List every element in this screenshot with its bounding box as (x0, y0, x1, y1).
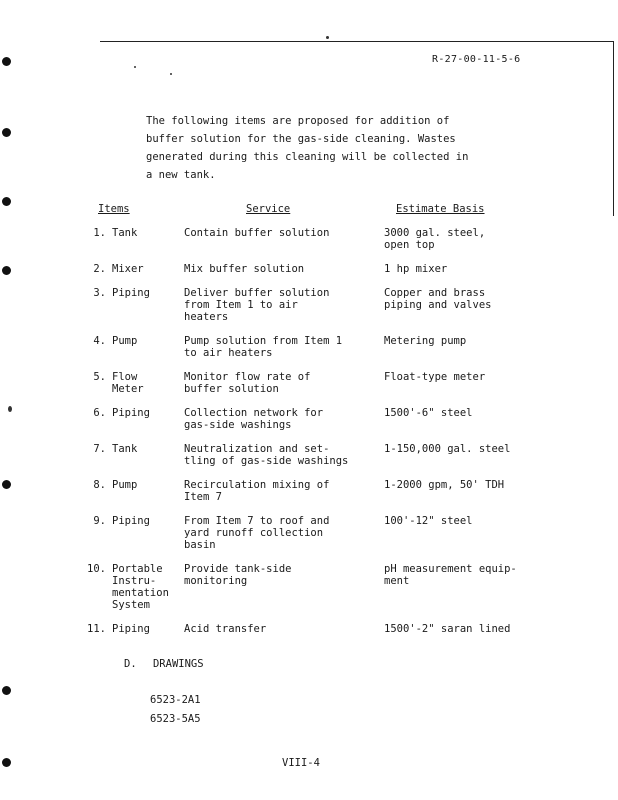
item-estimate-basis: pH measurement equip- ment (384, 563, 517, 587)
scan-border-right (613, 41, 614, 216)
item-service: Recirculation mixing of Item 7 (184, 479, 330, 503)
item-service: Mix buffer solution (184, 263, 305, 275)
item-service: Pump solution from Item 1 to air heaters (184, 335, 343, 359)
intro-paragraph (146, 112, 536, 184)
intro-line: a new tank. (146, 169, 216, 181)
item-number: 5. (93, 371, 106, 383)
item-name: Piping (112, 407, 150, 419)
drawing-number: 6523-5A5 (150, 713, 201, 725)
scan-speck (170, 73, 172, 75)
item-number: 11. (87, 623, 106, 635)
punch-hole (2, 57, 11, 66)
punch-hole (2, 480, 11, 489)
item-name: Tank (112, 443, 138, 455)
item-estimate-basis: Metering pump (384, 335, 467, 347)
item-number: 1. (93, 227, 106, 239)
scan-speck (8, 406, 12, 412)
header-service: Service (246, 203, 291, 215)
intro-line: The following items are proposed for addition of (146, 115, 450, 127)
punch-hole (2, 266, 11, 275)
item-service: Acid transfer (184, 623, 267, 635)
item-name: Piping (112, 515, 150, 527)
item-estimate-basis: Copper and brass piping and valves (384, 287, 492, 311)
item-name: Piping (112, 287, 150, 299)
item-number: 8. (93, 479, 106, 491)
item-service: Deliver buffer solution from Item 1 to air heaters (184, 287, 330, 323)
item-estimate-basis: 1-150,000 gal. steel (384, 443, 511, 455)
item-estimate-basis: 1500'-2" saran lined (384, 623, 511, 635)
punch-hole (2, 686, 11, 695)
document-number: R-27-00-11-5-6 (432, 54, 521, 65)
item-estimate-basis: 3000 gal. steel, open top (384, 227, 486, 251)
item-service: From Item 7 to roof and yard runoff collection basin (184, 515, 330, 551)
item-number: 6. (93, 407, 106, 419)
item-name: Portable Instru- mentation System (112, 563, 169, 611)
item-estimate-basis: 1-2000 gpm, 50' TDH (384, 479, 505, 491)
header-items: Items (98, 203, 130, 215)
item-name: Tank (112, 227, 138, 239)
item-service: Monitor flow rate of buffer solution (184, 371, 311, 395)
drawing-number: 6523-2A1 (150, 694, 201, 706)
section-letter: D. (124, 658, 137, 670)
section-drawings-heading (124, 658, 214, 670)
intro-line: generated during this cleaning will be collected in (146, 151, 469, 163)
item-name: Piping (112, 623, 150, 635)
item-number: 7. (93, 443, 106, 455)
punch-hole (2, 758, 11, 767)
item-number: 10. (87, 563, 106, 575)
item-name: Mixer (112, 263, 144, 275)
item-number: 9. (93, 515, 106, 527)
item-estimate-basis: 1 hp mixer (384, 263, 448, 275)
intro-line: buffer solution for the gas-side cleaning. Wastes (146, 133, 456, 145)
page-number: VIII-4 (282, 757, 320, 769)
item-service: Neutralization and set- tling of gas-side washings (184, 443, 349, 467)
item-service: Collection network for gas-side washings (184, 407, 324, 431)
item-service: Contain buffer solution (184, 227, 330, 239)
punch-hole (2, 197, 11, 206)
item-number: 4. (93, 335, 106, 347)
item-estimate-basis: 100'-12" steel (384, 515, 473, 527)
scan-speck (134, 66, 136, 68)
scan-speck (326, 36, 329, 39)
scan-border-top (100, 41, 614, 42)
item-name: Flow Meter (112, 371, 144, 395)
section-title: DRAWINGS (152, 658, 204, 670)
item-estimate-basis: Float-type meter (384, 371, 486, 383)
punch-hole (2, 128, 11, 137)
item-number: 3. (93, 287, 106, 299)
item-number: 2. (93, 263, 106, 275)
item-service: Provide tank-side monitoring (184, 563, 292, 587)
header-estimate-basis: Estimate Basis (396, 203, 485, 215)
item-name: Pump (112, 479, 138, 491)
item-name: Pump (112, 335, 138, 347)
item-estimate-basis: 1500'-6" steel (384, 407, 473, 419)
